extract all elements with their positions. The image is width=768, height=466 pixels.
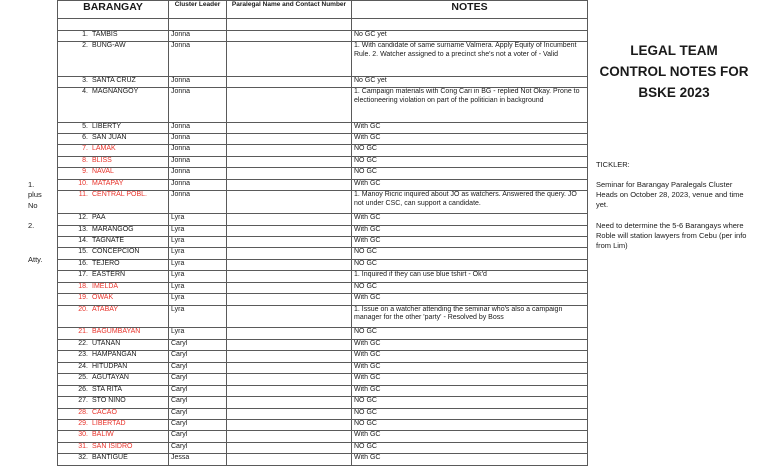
paralegal-cell	[227, 134, 352, 145]
barangay-name: NAVAL	[92, 168, 114, 176]
table-row	[58, 282, 588, 293]
row-number: 2.	[82, 42, 88, 50]
paralegal-cell	[227, 122, 352, 133]
row-number: 26.	[78, 385, 88, 393]
cluster-leader-cell: Lyra	[169, 305, 227, 328]
barangay-table	[57, 0, 588, 466]
barangay-cell	[58, 248, 169, 259]
paralegal-cell	[227, 351, 352, 362]
cluster-leader-cell: Jonna	[169, 31, 227, 42]
paralegal-cell	[227, 419, 352, 430]
row-number: 12.	[78, 214, 88, 222]
table-row	[58, 179, 588, 190]
barangay-cell	[58, 156, 169, 167]
barangay-name: BANTIGUE	[92, 454, 128, 462]
cluster-leader-cell: Caryl	[169, 442, 227, 453]
paralegal-cell	[227, 156, 352, 167]
header-notes: NOTES	[352, 1, 588, 19]
row-number: 7.	[82, 145, 88, 153]
barangay-name: IMELDA	[92, 282, 119, 290]
barangay-name: TAGNATE	[92, 236, 125, 244]
row-number: 10.	[78, 179, 88, 187]
notes-cell: NO GC	[352, 156, 588, 167]
barangay-name: SAN ISIDRO	[92, 442, 133, 450]
row-number: 20.	[78, 305, 88, 313]
left-note-no: No	[28, 201, 38, 210]
barangay-name: EASTERN	[92, 271, 126, 279]
paralegal-cell	[227, 385, 352, 396]
barangay-cell	[58, 31, 169, 42]
left-note-plus: plus	[28, 190, 42, 199]
paralegal-cell	[227, 339, 352, 350]
notes-cell: No GC yet	[352, 31, 588, 42]
barangay-cell	[58, 339, 169, 350]
table-row	[58, 225, 588, 236]
title-line-3: BSKE 2023	[638, 85, 710, 100]
notes-cell: NO GC	[352, 145, 588, 156]
barangay-name: AGUTAYAN	[92, 374, 129, 382]
notes-cell: NO GC	[352, 259, 588, 270]
barangay-cell	[58, 259, 169, 270]
cluster-leader-cell: Lyra	[169, 236, 227, 247]
cluster-leader-cell: Caryl	[169, 431, 227, 442]
barangay-name: STA RITA	[92, 385, 123, 393]
table-row	[58, 248, 588, 259]
header-barangay: BARANGAY	[58, 1, 169, 19]
notes-cell: With GC	[352, 454, 588, 465]
cluster-leader-cell: Caryl	[169, 408, 227, 419]
barangay-cell	[58, 282, 169, 293]
table-row	[58, 419, 588, 430]
barangay-name: BALIW	[92, 431, 114, 439]
table-row	[58, 305, 588, 328]
barangay-name: TAMBIS	[92, 31, 118, 38]
notes-cell: NO GC	[352, 328, 588, 339]
table-row	[58, 351, 588, 362]
table-row	[58, 454, 588, 465]
barangay-cell	[58, 214, 169, 225]
row-number: 1.	[82, 31, 88, 38]
paralegal-cell	[227, 431, 352, 442]
barangay-name: PAA	[92, 214, 106, 222]
row-number: 8.	[82, 156, 88, 164]
paralegal-cell	[227, 328, 352, 339]
tickler-label: TICKLER:	[596, 160, 630, 169]
barangay-cell	[58, 374, 169, 385]
barangay-cell	[58, 122, 169, 133]
row-number: 19.	[78, 294, 88, 302]
paralegal-cell	[227, 305, 352, 328]
paralegal-cell	[227, 42, 352, 76]
table-row	[58, 442, 588, 453]
paralegal-cell	[227, 282, 352, 293]
paralegal-cell	[227, 236, 352, 247]
cluster-leader-cell: Lyra	[169, 214, 227, 225]
paralegal-cell	[227, 191, 352, 214]
cluster-leader-cell: Jonna	[169, 179, 227, 190]
paralegal-cell	[227, 88, 352, 122]
barangay-name: SAN JUAN	[92, 134, 127, 141]
table-row	[58, 168, 588, 179]
notes-cell: 1. Inquired if they can use blue tshirt - Ok'd	[352, 271, 588, 282]
barangay-name: CONCEPCION	[92, 248, 140, 256]
left-note-1: 1.	[28, 180, 35, 189]
row-number: 32.	[78, 454, 88, 462]
barangay-name: BUNG-AW	[92, 42, 126, 50]
row-number: 13.	[78, 225, 88, 233]
barangay-name: TEJERO	[92, 259, 120, 267]
barangay-cell	[58, 431, 169, 442]
barangay-cell	[58, 305, 169, 328]
tickler-note-seminar: Seminar for Barangay Paralegals Cluster Heads on October 28, 2023, venue and time yet.	[596, 180, 744, 209]
notes-cell: With GC	[352, 385, 588, 396]
barangay-name: HAMPANGAN	[92, 351, 137, 359]
paralegal-cell	[227, 442, 352, 453]
cluster-leader-cell: Caryl	[169, 419, 227, 430]
barangay-cell	[58, 225, 169, 236]
row-number: 3.	[82, 76, 88, 84]
row-number: 29.	[78, 419, 88, 427]
table-row	[58, 259, 588, 270]
paralegal-cell	[227, 271, 352, 282]
barangay-cell	[58, 134, 169, 145]
table-row	[58, 374, 588, 385]
barangay-cell	[58, 42, 169, 76]
barangay-name: ATABAY	[92, 305, 119, 313]
notes-cell: 1. Issue on a watcher attending the seminar who's also a campaign manager for the other 'party' - Resolved by Boss	[352, 305, 588, 328]
barangay-cell	[58, 362, 169, 373]
row-number: 18.	[78, 282, 88, 290]
paralegal-cell	[227, 179, 352, 190]
cluster-leader-cell: Jonna	[169, 145, 227, 156]
notes-cell: With GC	[352, 225, 588, 236]
cluster-leader-cell: Caryl	[169, 385, 227, 396]
barangay-cell	[58, 294, 169, 305]
notes-cell: 1. Manoy Ricric inquired about JO as watchers. Answered the query. JO not under CSC, can support a candidate.	[352, 191, 588, 214]
left-note-atty: Atty.	[28, 255, 43, 264]
paralegal-cell	[227, 145, 352, 156]
notes-cell: With GC	[352, 351, 588, 362]
barangay-name: HITUDPAN	[92, 362, 128, 370]
row-number: 31.	[78, 442, 88, 450]
table-row	[58, 156, 588, 167]
row-number: 27.	[78, 397, 88, 405]
barangay-name: LAMAK	[92, 145, 116, 153]
cluster-leader-cell: Caryl	[169, 339, 227, 350]
row-number: 24.	[78, 362, 88, 370]
barangay-cell	[58, 351, 169, 362]
table-row	[58, 134, 588, 145]
notes-cell: 1. With candidate of same surname Valmera. Apply Equity of Incumbent Rule. 2. Watcher assigned to a precinct she's not a voter of - Valid	[352, 42, 588, 76]
paralegal-cell	[227, 259, 352, 270]
barangay-name: MARANGOG	[92, 225, 134, 233]
notes-cell: With GC	[352, 134, 588, 145]
notes-cell: With GC	[352, 122, 588, 133]
row-number: 17.	[78, 271, 88, 279]
notes-cell: No GC yet	[352, 76, 588, 87]
cluster-leader-cell: Jonna	[169, 191, 227, 214]
paralegal-cell	[227, 294, 352, 305]
cluster-leader-cell: Caryl	[169, 397, 227, 408]
table-row	[58, 214, 588, 225]
notes-cell: NO GC	[352, 248, 588, 259]
title-line-2: CONTROL NOTES FOR	[599, 64, 749, 79]
barangay-cell	[58, 145, 169, 156]
paralegal-cell	[227, 408, 352, 419]
cluster-leader-cell: Jonna	[169, 122, 227, 133]
row-number: 6.	[82, 134, 88, 141]
row-number: 4.	[82, 88, 88, 96]
paralegal-cell	[227, 225, 352, 236]
row-number: 11.	[78, 191, 88, 199]
notes-cell: With GC	[352, 362, 588, 373]
cluster-leader-cell: Jonna	[169, 134, 227, 145]
row-number: 14.	[78, 236, 88, 244]
title-line-1: LEGAL TEAM	[630, 43, 718, 58]
paralegal-cell	[227, 454, 352, 465]
cluster-leader-cell: Jonna	[169, 76, 227, 87]
barangay-name: STO NINO	[92, 397, 126, 405]
barangay-name: SANTA CRUZ	[92, 76, 136, 84]
row-number: 15.	[78, 248, 88, 256]
table-row	[58, 397, 588, 408]
table-row	[58, 385, 588, 396]
page-title	[594, 40, 754, 103]
notes-cell: NO GC	[352, 419, 588, 430]
tickler-note-barangays: Need to determine the 5-6 Barangays where Roble will station lawyers from Cebu (per info from Lim)	[596, 221, 747, 250]
barangay-name: BLISS	[92, 156, 112, 164]
barangay-name: LIBERTY	[92, 122, 122, 130]
table-row	[58, 122, 588, 133]
paralegal-cell	[227, 248, 352, 259]
barangay-name: CACAO	[92, 408, 117, 416]
cluster-leader-cell: Jonna	[169, 88, 227, 122]
paralegal-cell	[227, 362, 352, 373]
paralegal-cell	[227, 31, 352, 42]
table-row	[58, 339, 588, 350]
notes-cell: With GC	[352, 179, 588, 190]
row-number: 16.	[78, 259, 88, 267]
cluster-leader-cell: Caryl	[169, 362, 227, 373]
barangay-cell	[58, 408, 169, 419]
barangay-name: MAGNANGOY	[92, 88, 139, 96]
cluster-leader-cell: Jonna	[169, 42, 227, 76]
notes-cell: With GC	[352, 214, 588, 225]
barangay-name: UTANAN	[92, 339, 121, 347]
notes-cell: 1. Campaign materials with Cong Cari in BG - replied Not Okay. Prone to electioneering violation on part of the politician in background	[352, 88, 588, 122]
table-row	[58, 408, 588, 419]
cluster-leader-cell: Lyra	[169, 328, 227, 339]
table-row	[58, 294, 588, 305]
paralegal-cell	[227, 214, 352, 225]
barangay-cell	[58, 442, 169, 453]
notes-cell: NO GC	[352, 397, 588, 408]
table-row	[58, 362, 588, 373]
barangay-cell	[58, 168, 169, 179]
table-row	[58, 88, 588, 122]
blank-row	[58, 19, 588, 31]
table-row	[58, 328, 588, 339]
row-number: 28.	[78, 408, 88, 416]
row-number: 22.	[78, 339, 88, 347]
header-cluster-leader: Cluster Leader	[169, 1, 227, 19]
barangay-cell	[58, 76, 169, 87]
cluster-leader-cell: Lyra	[169, 225, 227, 236]
cluster-leader-cell: Lyra	[169, 282, 227, 293]
barangay-cell	[58, 328, 169, 339]
barangay-cell	[58, 419, 169, 430]
notes-cell: With GC	[352, 374, 588, 385]
table-row	[58, 191, 588, 214]
barangay-name: MATAPAY	[92, 179, 124, 187]
row-number: 21.	[78, 328, 88, 336]
table-row	[58, 145, 588, 156]
notes-cell: With GC	[352, 294, 588, 305]
table-row	[58, 236, 588, 247]
barangay-name: BAGUMBAYAN	[92, 328, 141, 336]
paralegal-cell	[227, 168, 352, 179]
paralegal-cell	[227, 374, 352, 385]
cluster-leader-cell: Jessa	[169, 454, 227, 465]
cluster-leader-cell: Jonna	[169, 168, 227, 179]
barangay-cell	[58, 385, 169, 396]
header-paralegal: Paralegal Name and Contact Number	[227, 1, 352, 19]
paralegal-cell	[227, 397, 352, 408]
notes-cell: NO GC	[352, 442, 588, 453]
barangay-cell	[58, 236, 169, 247]
table-row	[58, 76, 588, 87]
barangay-cell	[58, 454, 169, 465]
cluster-leader-cell: Caryl	[169, 374, 227, 385]
barangay-cell	[58, 397, 169, 408]
table-row	[58, 31, 588, 42]
notes-cell: NO GC	[352, 282, 588, 293]
cluster-leader-cell: Lyra	[169, 294, 227, 305]
row-number: 9.	[82, 168, 88, 176]
cluster-leader-cell: Lyra	[169, 271, 227, 282]
table-row	[58, 431, 588, 442]
notes-cell: NO GC	[352, 408, 588, 419]
barangay-cell	[58, 191, 169, 214]
notes-cell: With GC	[352, 339, 588, 350]
barangay-name: LIBERTAD	[92, 419, 126, 427]
table-row	[58, 271, 588, 282]
row-number: 25.	[78, 374, 88, 382]
barangay-name: OWAK	[92, 294, 114, 302]
row-number: 5.	[82, 122, 88, 130]
cluster-leader-cell: Jonna	[169, 156, 227, 167]
row-number: 30.	[78, 431, 88, 439]
table-row	[58, 42, 588, 76]
notes-cell: With GC	[352, 431, 588, 442]
cluster-leader-cell: Lyra	[169, 248, 227, 259]
cluster-leader-cell: Lyra	[169, 259, 227, 270]
row-number: 23.	[78, 351, 88, 359]
notes-cell: NO GC	[352, 168, 588, 179]
cluster-leader-cell: Caryl	[169, 351, 227, 362]
barangay-name: CENTRAL POBL.	[92, 191, 147, 199]
notes-cell: With GC	[352, 236, 588, 247]
barangay-cell	[58, 179, 169, 190]
barangay-cell	[58, 88, 169, 122]
left-note-2: 2.	[28, 221, 35, 230]
paralegal-cell	[227, 76, 352, 87]
barangay-cell	[58, 271, 169, 282]
